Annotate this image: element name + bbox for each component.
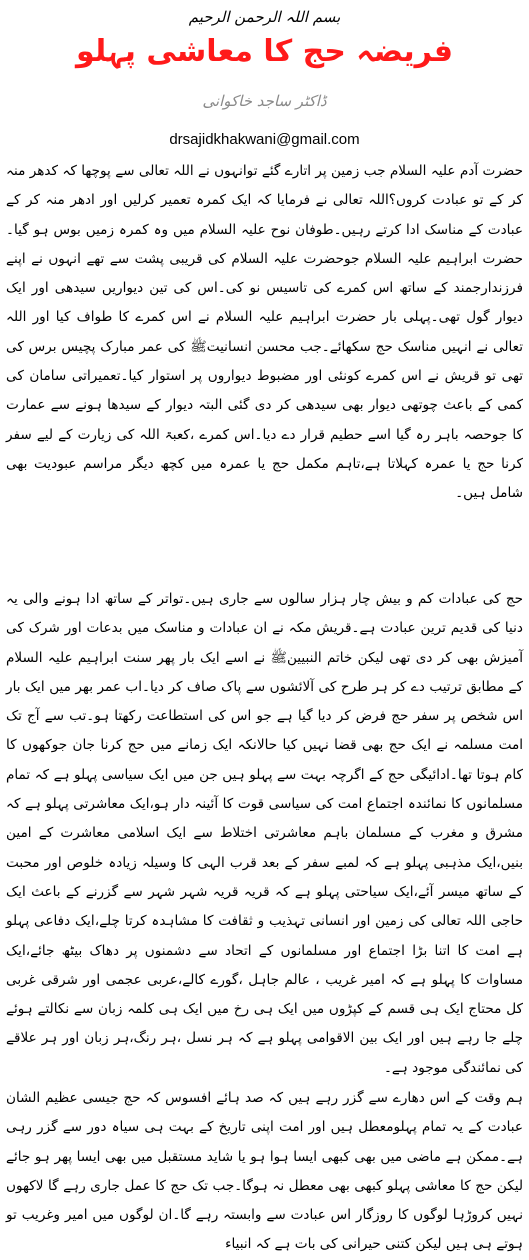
paragraph-2: حج کی عبادات کم و بیش چار ہزار سالوں سے جاری ہیں۔تواتر کے ساتھ ادا ہونے والی یہ دنیا کی قدیم ترین عبادت ہے۔قریش مکہ نے ان عبادات و مناسک میں بدعات اور شرک کی آمیزش بھی کر دی تھی لیکن خاتم النبیینﷺ نے اسے ایک بار پھر سنت ابراہیم علیہ السلام کے مطابق ترتیب دے کر ہر طرح کی آلائشوں سے پاک صاف کر دیا۔اب عمر بھر میں ایک بار اس شخص پر سفر حج فرض کر دیا گیا ہے جو اس کی استطاعت رکھتا ہو۔تب سے آج تک امت مسلمہ نے ایک حج بھی قضا نہیں کیا حالانکہ ایک زمانے میں حج کرنا جان جوکھوں کا کام ہوتا تھا۔ادائیگی حج کے اگرچہ بہت سے پہلو ہیں جن میں ایک سیاسی پہلو ہے کہ تمام مسلمانوں کا نمائندہ اجتماع امت کی سیاسی قوت کا آئینہ دار ہو،ایک معاشرتی پہلو ہے کہ مشرق و مغرب کے مسلمان باہم معاشرتی اختلاط سے ایک اسلامی معاشرت کے امین بنیں،ایک مذہبی پہلو ہے کہ لمبے سفر کے بعد قرب الہی کا وسیلہ زیادہ خلوص اور محبت کے ساتھ میسر آئے،ایک سیاحتی پہلو ہے کہ قریہ قریہ شہر شہر سے گزرنے کے باعث ایک حاجی اللہ تعالی کی زمین اور انسانی تہذیب و ثقافت کا مشاہدہ کرتا چلے،ایک دفاعی پہلو ہے امت کا اتنا بڑا اجتماع اور مسلمانوں کے اتحاد سے دشمنوں پر دھاک بیٹھ جائے،ایک مساوات کا پہلو ہے کہ امیر غریب ، عالم جاہل ،گورے کالے،عربی عجمی اور شرقی غربی کل محتاج ایک ہی قسم کے کپڑوں میں ایک ہی رخ میں ایک ہی کلمہ زبان سے نکالتے ہوئے چلے جا رہے ہیں اور ایک بین الاقوامی پہلو ہے کہ ہر نسل ،ہر رنگ،ہر زبان اور ہر علاقے کی نمائندگی موجود ہے۔ (6, 591, 523, 1076)
paragraph-1: حضرت آدم علیہ السلام جب زمین پر اتارے گئے توانہوں نے اللہ تعالی سے پوچھا کہ کدھر منہ کر کے تو عبادت کروں؟اللہ تعالی نے فرمایا کہ ایک کمرہ تعمیر کرلیں اور ادھر منہ کر کے عبادت کے مناسک ادا کرتے رہیں۔طوفان نوح علیہ السلام میں وہ کمرہ زمیں بوس ہو گیا۔حضرت ابراہیم علیہ السلام جوحضرت علیہ السلام کی قریبی پشت سے تھے انہوں نے اپنے فرزندارجمند کے ساتھ اس کمرے کی تاسیس نو کی۔اس کی تین دیواریں سیدھی اور ایک دیوار گول تھی۔پہلی بار حضرت ابراہیم علیہ السلام نے اس کمرے کا طواف کیا اور اللہ تعالی نے انہیں مناسک حج سکھائے۔جب محسن انسانیتﷺ کی عمر مبارک پچیس برس کی تھی تو قریش نے اس کمرے کونئی اور مضبوط دیواروں پر استوار کیا۔تعمیراتی سامان کی کمی کے باعث چوتھی دیوار بھی سیدھی کر دی گئی البتہ دیوار کے سیدھا ہونے سے عمارت کا جوحصہ باہر رہ گیا اسے حطیم قرار دے دیا۔اس کمرے ،کعبۃ اللہ کی زیارت کے لیے سفر کرنا حج یا عمرہ کہلاتا ہے،تاہم مکمل حج یا عمرہ میں کچھ دیگر مراسم عبودیت بھی شامل ہیں۔ (6, 163, 523, 502)
article-title: فریضہ حج کا معاشی پہلو (76, 34, 453, 69)
bismillah-heading: بسم اللہ الرحمن الرحیم (188, 8, 341, 26)
author-name: ڈاکٹر ساجد خاکوانی (202, 92, 327, 110)
author-email[interactable]: drsajidkhakwani@gmail.com (169, 131, 360, 148)
paragraph-3: ہم وقت کے اس دھارے سے گزر رہے ہیں کہ صد ہائے افسوس کہ حج جیسی عظیم الشان عبادت کے یہ تمام پہلومعطل ہیں اور امت اپنی تاریخ کے بہت ہی سیاہ دور سے گزر رہی ہے۔ممکن ہے ماضی میں بھی کبھی ایسا ہوا ہو یا شاید مستقبل میں بھی ایسا پھر ہو جائے لیکن حج کا معاشی پہلو کبھی بھی معطل نہ ہوگا۔جب تک حج کا عمل جاری رہے گا لاکھوں نہیں کروڑہا لوگوں کا روزگار اس عبادت سے وابستہ رہے گا۔ان لوگوں میں امیر وغریب تو ہوتے ہی ہیں لیکن کتنی حیرانی کی بات ہے کہ انبیاء (6, 1090, 523, 1253)
